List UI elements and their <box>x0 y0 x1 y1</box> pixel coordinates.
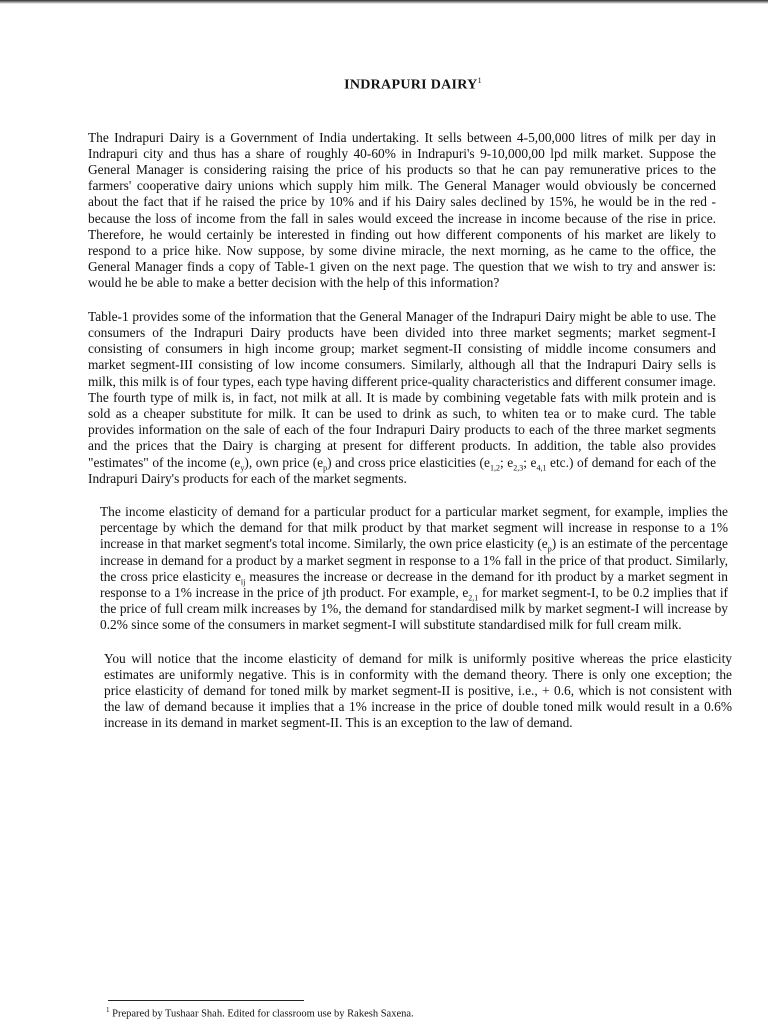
footnote-text: Prepared by Tushaar Shah. Edited for classroom use by Rakesh Saxena. <box>112 1008 414 1020</box>
paragraph-elasticity-text-1: The income elasticity of demand for a particular product for a particular market segment, for example, implies the percentage by which the demand for that milk product by that market segment will increase in response to a 1% increase in that market segment's total income. Similarly, the own price elasticity (e <box>100 503 728 552</box>
footnote-divider <box>108 1000 304 1001</box>
subscript-cross-1-2: 1,2 <box>489 463 500 473</box>
paragraph-intro <box>88 130 716 292</box>
paragraph-table-text-2: ), own price (e <box>244 454 324 470</box>
paragraph-table-description <box>88 309 716 487</box>
subscript-own-price: p <box>323 463 328 473</box>
paragraph-table-text-4: ; e <box>499 454 514 470</box>
footnote-mark: 1 <box>106 1006 110 1014</box>
paragraph-table-text-3: ) and cross price elasticities (e <box>327 454 490 470</box>
subscript-cross-ij: ij <box>240 577 246 587</box>
subscript-income: y <box>240 463 245 473</box>
subscript-cross-2-1: 2,1 <box>468 593 479 603</box>
title-footnote-mark: 1 <box>477 76 482 85</box>
paragraph-elasticity-text-3: measures the increase or decrease in the demand for ith product by a market segment in response to a 1% increase in the price of jth product. For example, e <box>100 568 728 600</box>
paragraph-table-text-1: Table-1 provides some of the information that the General Manager of the Indrapuri Dairy might be able to use. The consumers of the Indrapuri Dairy products have been divided into three market segments; market segment-I consisting of consumers in high income group; market segment-II consisting of middle income consumers and market segment-III consisting of low income consumers. Similarly, although all that the Indrapuri Dairy sells is milk, this milk is of four types, each type having different price-quality characteristics and different consumer image. The fourth type of milk is, in fact, not milk at all. It is made by combining vegetable fats with milk protein and is sold as a cheaper substitute for milk. It can be used to drink as such, to whiten tea or to make curd. The table provides information on the sale of each of the four Indrapuri Dairy products to each of the three market segments and the prices that the Dairy is charging at present for different products. In addition, the table also provides "estimates" of the income (e <box>88 308 716 470</box>
paragraph-table-text-6: etc.) of demand for each of the Indrapuri Dairy's products for each of the market segments. <box>88 454 717 486</box>
paragraph-elasticity-definition <box>100 504 728 634</box>
paragraph-demand-exception <box>104 651 732 732</box>
paragraph-intro-text: The Indrapuri Dairy is a Government of India undertaking. It sells between 4-5,00,000 litres of milk per day in Indrapuri city and thus has a share of roughly 40-60% in Indrapuri's 9-10,000,00 lpd milk market. Suppose the General Manager is considering raising the price of his products so that he can pay remunerative prices to the farmers' cooperative dairy unions which supply him milk. The General Manager would obviously be concerned about the fact that if he raised the price by 10% and if his Dairy sales declined by 15%, he would be in the red - because the loss of income from the fall in sales would exceed the increase in income because of the rise in price. Therefore, he would certainly be interested in finding out how different components of his market are likely to respond to a price hike. Now suppose, by some divine miracle, the next morning, as he came to the office, the General Manager finds a copy of Table-1 given on the next page. The question that we wish to try and answer is: would he be able to make a better decision with the help of this information? <box>88 129 716 291</box>
paragraph-elasticity-text-2: ) is an estimate of the percentage increase in demand for a product by a market segment in response to a 1% fall in the price of that product. Similarly, the cross price elasticity e <box>100 536 728 584</box>
footnote <box>106 1006 414 1020</box>
paragraph-table-text-5: ; e <box>523 454 537 470</box>
paragraph-elasticity-text-4: for market segment-I, to be 0.2 implies that if the price of full cream milk increases by 1%, the demand for standardised milk by market segment-I will increase by 0.2% since some of the consumers in market segment-I will substitute standardised milk for full cream milk. <box>100 584 728 633</box>
scan-edge-shadow <box>0 0 768 4</box>
document-title-text: INDRAPURI DAIRY <box>344 77 478 93</box>
subscript-cross-4-1: 4,1 <box>536 463 547 473</box>
subscript-own-price-2: p <box>547 545 552 554</box>
paragraph-exception-text: You will notice that the income elasticity of demand for milk is uniformly positive whereas the price elasticity estimates are uniformly negative. This is in conformity with the demand theory. There is only one exception; the price elasticity of demand for toned milk by market segment-II is positive, i.e., + 0.6, which is not consistent with the law of demand because it implies that a 1% increase in the price of double toned milk would result in a 0.6% increase in its demand in market segment-II. This is an exception to the law of demand. <box>104 650 732 731</box>
document-title <box>110 76 716 94</box>
document-page <box>88 76 732 749</box>
subscript-cross-2-3: 2,3 <box>513 463 524 473</box>
